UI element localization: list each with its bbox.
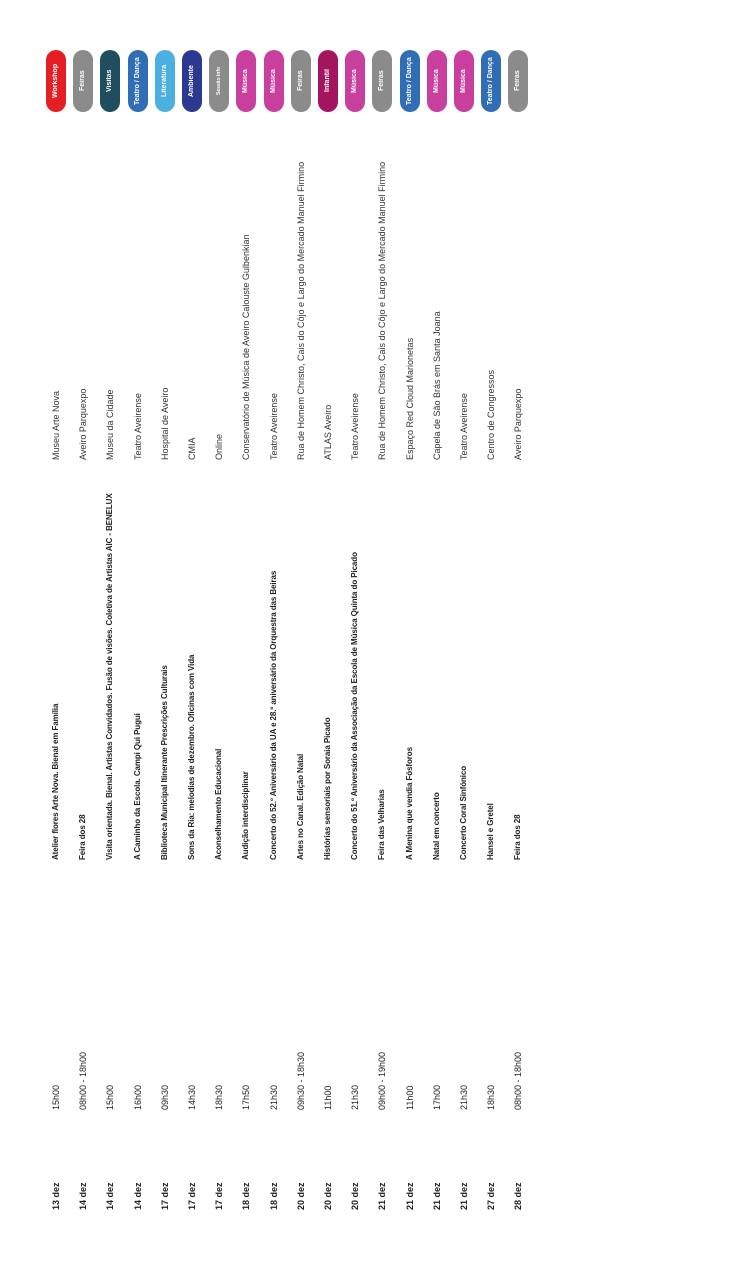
event-date: 21 dez — [459, 1182, 469, 1210]
event-time: 17h00 — [431, 1084, 442, 1110]
category-label: Música — [460, 69, 467, 93]
category-label: Música — [242, 69, 250, 93]
event-title: A Caminho da Escola. Campi Qui Pugui — [132, 713, 142, 860]
event-time: 21h30 — [350, 1084, 361, 1110]
event-title: Atelier flores Arte Nova. Bienal em Família — [51, 703, 60, 860]
event-date: 20 dez — [323, 1182, 333, 1210]
category-badge — [318, 50, 338, 112]
category-label: Teatro / Dança — [133, 57, 141, 105]
category-badge — [128, 50, 148, 112]
category-badge — [73, 50, 93, 112]
event-venue: CMIA — [187, 437, 197, 460]
category-badge — [427, 50, 447, 112]
event-date: 13 dez — [51, 1182, 61, 1210]
category-badge — [291, 50, 311, 112]
event-row — [235, 0, 257, 1273]
event-row — [208, 0, 230, 1273]
event-title: Artes no Canal. Edição Natal — [295, 753, 305, 860]
event-venue: Espaço Red Cloud Marionetas — [404, 337, 415, 460]
event-row — [127, 0, 149, 1273]
event-venue: Museu Arte Nova — [51, 390, 61, 460]
event-row — [480, 0, 502, 1273]
event-venue: Capela de São Brás em Santa Joana — [431, 311, 442, 460]
event-date: 18 dez — [268, 1182, 279, 1210]
event-title: Aconselhamento Educacional — [214, 748, 224, 860]
category-label: Música — [432, 69, 440, 93]
event-time: 09h30 — [159, 1084, 170, 1110]
event-time: 09h00 - 19h00 — [377, 1051, 388, 1110]
event-row — [371, 0, 393, 1273]
event-venue: Online — [214, 433, 225, 460]
category-label: Teatro / Dança — [405, 57, 413, 105]
category-badge — [155, 50, 175, 112]
event-venue: Conservatório de Música de Aveiro Calouste Gulbenkian — [241, 234, 252, 460]
category-label: Feiras — [514, 70, 522, 92]
category-badge — [264, 50, 284, 112]
event-time: 21h30 — [268, 1084, 279, 1110]
event-date: 28 dez — [513, 1182, 524, 1210]
category-badge — [100, 50, 120, 112]
event-time: 15h00 — [105, 1084, 116, 1110]
category-label: Ambiente — [188, 65, 195, 97]
event-row — [426, 0, 448, 1273]
event-date: 20 dez — [295, 1182, 306, 1210]
category-badge — [209, 50, 229, 112]
event-title: Feira dos 28 — [78, 814, 88, 860]
event-title: Concerto Coral Sinfónico — [459, 765, 468, 860]
category-badge — [372, 50, 392, 112]
event-row — [154, 0, 176, 1273]
event-row — [181, 0, 203, 1273]
category-badge — [454, 50, 474, 112]
category-label: Sessão Info — [216, 66, 223, 96]
event-title: Hansel e Gretel — [486, 803, 496, 860]
category-badge — [508, 50, 528, 112]
event-date: 17 dez — [159, 1182, 170, 1210]
event-title: A Menina que vendia Fósforos — [404, 747, 414, 860]
category-label: Teatro / Dança — [487, 57, 495, 105]
category-badge — [236, 50, 256, 112]
category-badge — [345, 50, 365, 112]
event-venue: Teatro Aveirense — [268, 393, 279, 460]
event-time: 15h00 — [51, 1084, 61, 1110]
event-date: 17 dez — [187, 1182, 197, 1210]
category-label: Visitas — [106, 69, 114, 93]
event-venue: Teatro Aveirense — [132, 393, 143, 460]
event-time: 16h00 — [132, 1084, 143, 1110]
event-date: 18 dez — [241, 1182, 252, 1210]
event-title: Histórias sensoriais por Soraia Picado — [323, 717, 332, 860]
event-title: Concerto do 52.º Aniversário da UA e 28.º aniversário da Orquestra das Beiras — [268, 570, 278, 860]
event-title: Biblioteca Municipal Itinerante Prescrições Culturais — [159, 665, 169, 860]
event-row — [290, 0, 312, 1273]
event-row — [317, 0, 339, 1273]
event-date: 14 dez — [132, 1182, 143, 1210]
event-date: 20 dez — [350, 1182, 361, 1210]
event-venue: Centro de Congressos — [486, 369, 497, 460]
event-date: 27 dez — [486, 1182, 497, 1210]
event-time: 08h00 - 18h00 — [78, 1051, 89, 1110]
category-label: Feiras — [296, 70, 304, 92]
event-date: 21 dez — [431, 1182, 442, 1210]
event-row — [453, 0, 475, 1273]
event-title: Natal em concerto — [431, 792, 441, 860]
event-row — [507, 0, 529, 1273]
event-date: 14 dez — [78, 1182, 89, 1210]
event-venue: Teatro Aveirense — [459, 393, 469, 460]
event-venue: Aveiro Parquexpo — [513, 388, 524, 460]
event-venue: Aveiro Parquexpo — [78, 388, 89, 460]
event-date: 17 dez — [214, 1182, 225, 1210]
event-time: 14h30 — [187, 1084, 197, 1110]
event-row — [72, 0, 94, 1273]
event-time: 17h50 — [241, 1084, 252, 1110]
category-label: Literatura — [160, 64, 168, 98]
event-row — [344, 0, 366, 1273]
event-time: 11h00 — [323, 1085, 333, 1110]
category-badge — [400, 50, 420, 112]
category-badge — [182, 50, 202, 112]
event-row — [99, 0, 121, 1273]
event-time: 09h30 - 18h30 — [295, 1051, 306, 1110]
event-time: 08h00 - 18h00 — [513, 1051, 524, 1110]
event-time: 18h30 — [486, 1084, 497, 1110]
event-title: Feira dos 28 — [513, 814, 523, 860]
event-date: 21 dez — [404, 1182, 415, 1210]
event-row — [263, 0, 285, 1273]
event-time: 11h00 — [404, 1085, 415, 1110]
event-time: 18h30 — [214, 1084, 225, 1110]
event-row — [399, 0, 421, 1273]
category-badge — [46, 50, 66, 112]
category-badge — [481, 50, 501, 112]
event-venue: Museu da Cidade — [105, 389, 116, 460]
event-title: Concerto do 51.º Aniversário da Associação da Escola de Música Quinta do Picado — [350, 552, 360, 860]
event-title: Audição interdisciplinar — [241, 771, 251, 860]
event-title: Visita orientada. Bienal. Artistas Convidados. Fusão de visões. Coletiva de Artistas AIC - BENELUX — [105, 493, 115, 860]
event-date: 14 dez — [105, 1182, 116, 1210]
category-label: Infantil — [324, 69, 331, 93]
event-venue: ATLAS Aveiro — [323, 404, 333, 460]
event-venue: Rua de Homem Christo, Cais do Côjo e Largo do Mercado Manuel Firmino — [377, 161, 388, 460]
event-title: Sons da Ria: melodias de dezembro. Oficinas com Vida — [187, 654, 196, 860]
category-label: Feiras — [79, 70, 87, 92]
category-label: Feiras — [378, 70, 386, 92]
event-title: Feira das Velharias — [377, 789, 387, 860]
event-date: 21 dez — [377, 1182, 388, 1210]
event-venue: Teatro Aveirense — [350, 393, 361, 460]
category-label: Workshop — [52, 63, 59, 99]
category-label: Música — [351, 69, 359, 93]
event-venue: Hospital de Aveiro — [159, 387, 170, 460]
event-row — [45, 0, 67, 1273]
event-time: 21h30 — [459, 1084, 469, 1110]
category-label: Música — [269, 69, 277, 93]
event-venue: Rua de Homem Christo, Cais do Côjo e Largo do Mercado Manuel Firmino — [295, 161, 306, 460]
